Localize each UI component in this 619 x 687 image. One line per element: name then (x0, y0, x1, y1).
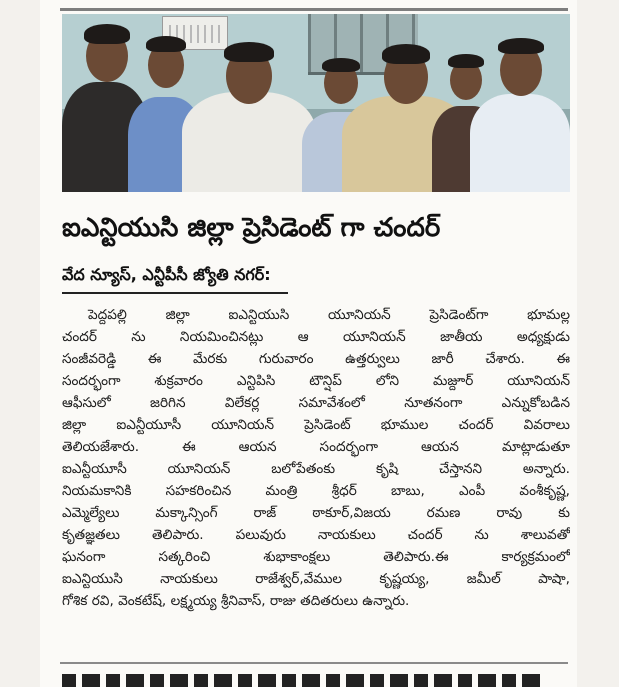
article-line: ఐఎన్టీయూసీ యూనియన్ బలోపేతంకు కృషి చేస్తానని అన్నారు. (62, 461, 570, 477)
newspaper-page (40, 0, 577, 687)
bottom-divider (60, 662, 568, 664)
top-divider (60, 8, 568, 11)
article-line: జిల్లా ఐఎన్టీయూసీ యూనియన్ ప్రెసిడెంట్ భూముల చందర్ వివరాలు (62, 417, 570, 433)
article-photo (62, 14, 570, 192)
article-line: ఎమ్మెల్యేలు మక్కాన్సింగ్ రాజ్ ఠాకూర్,విజయ రమణ రావు కు (62, 505, 570, 521)
next-article-headline-cropped (62, 668, 570, 687)
article-headline: ఐఎన్టియుసి జిల్లా ప్రెసిడెంట్ గా చందర్ (62, 213, 441, 243)
article-line: సందర్భంగా శుక్రవారం ఎన్టిపిసి టౌన్షిప్ లోని మజ్దూర్ యూనియన్ (62, 373, 570, 389)
article-byline: వేద న్యూస్, ఎన్టీపీసీ జ్యోతి నగర్: (62, 265, 271, 284)
article-line: సంజీవరెడ్డి ఈ మేరకు గురువారం ఉత్తర్వులు జారీ చేశారు. ఈ (62, 351, 570, 367)
article-line: గోశిక రవి, వెంకటేష్, లక్ష్మయ్య శ్రీనివాస్, రాజు తదితరులు ఉన్నారు. (62, 593, 410, 609)
article-line: నియమకానికి సహకరించిన మంత్రి శ్రీధర్ బాబు, ఎంపీ వంశీకృష్ణ, (62, 483, 570, 499)
person-7 (470, 36, 570, 192)
article-line: ఆఫీసులో జరిగిన విలేకర్ల సమావేశంలో నూతనంగా ఎన్నుకోబడిన (62, 395, 570, 411)
cropped-headline-glyphs (62, 674, 542, 687)
article-line: తెలియజేశారు. ఈ ఆయన సందర్భంగా ఆయన మాట్లాడుతూ (62, 439, 570, 455)
person-3 (182, 38, 317, 192)
article-line: కృతజ్ఞతలు తెలిపారు. పలువురు నాయకులు చందర్ ను శాలువతో (62, 527, 570, 543)
article-line: ఐఎన్టియుసి నాయకులు రాజేశ్వర్,వేముల కృష్ణయ్య, జమీల్ పాషా, (62, 571, 570, 587)
article-line: పెద్దపల్లి జిల్లా ఐఎన్టియుసి యూనియన్ ప్రెసిడెంట్‌గా భూమల్ల (88, 307, 570, 323)
byline-underline (62, 292, 288, 294)
article-line: ఘనంగా సత్కరించి శుభాకాంక్షలు తెలిపారు.ఈ కార్యక్రమంలో (62, 549, 570, 565)
article-line: చందర్ ను నియమించినట్లు ఆ యూనియన్ జాతీయ అధ్యక్షుడు (62, 329, 570, 345)
page-left-margin (0, 0, 40, 687)
page-right-margin (577, 0, 619, 687)
article-body (62, 304, 570, 656)
